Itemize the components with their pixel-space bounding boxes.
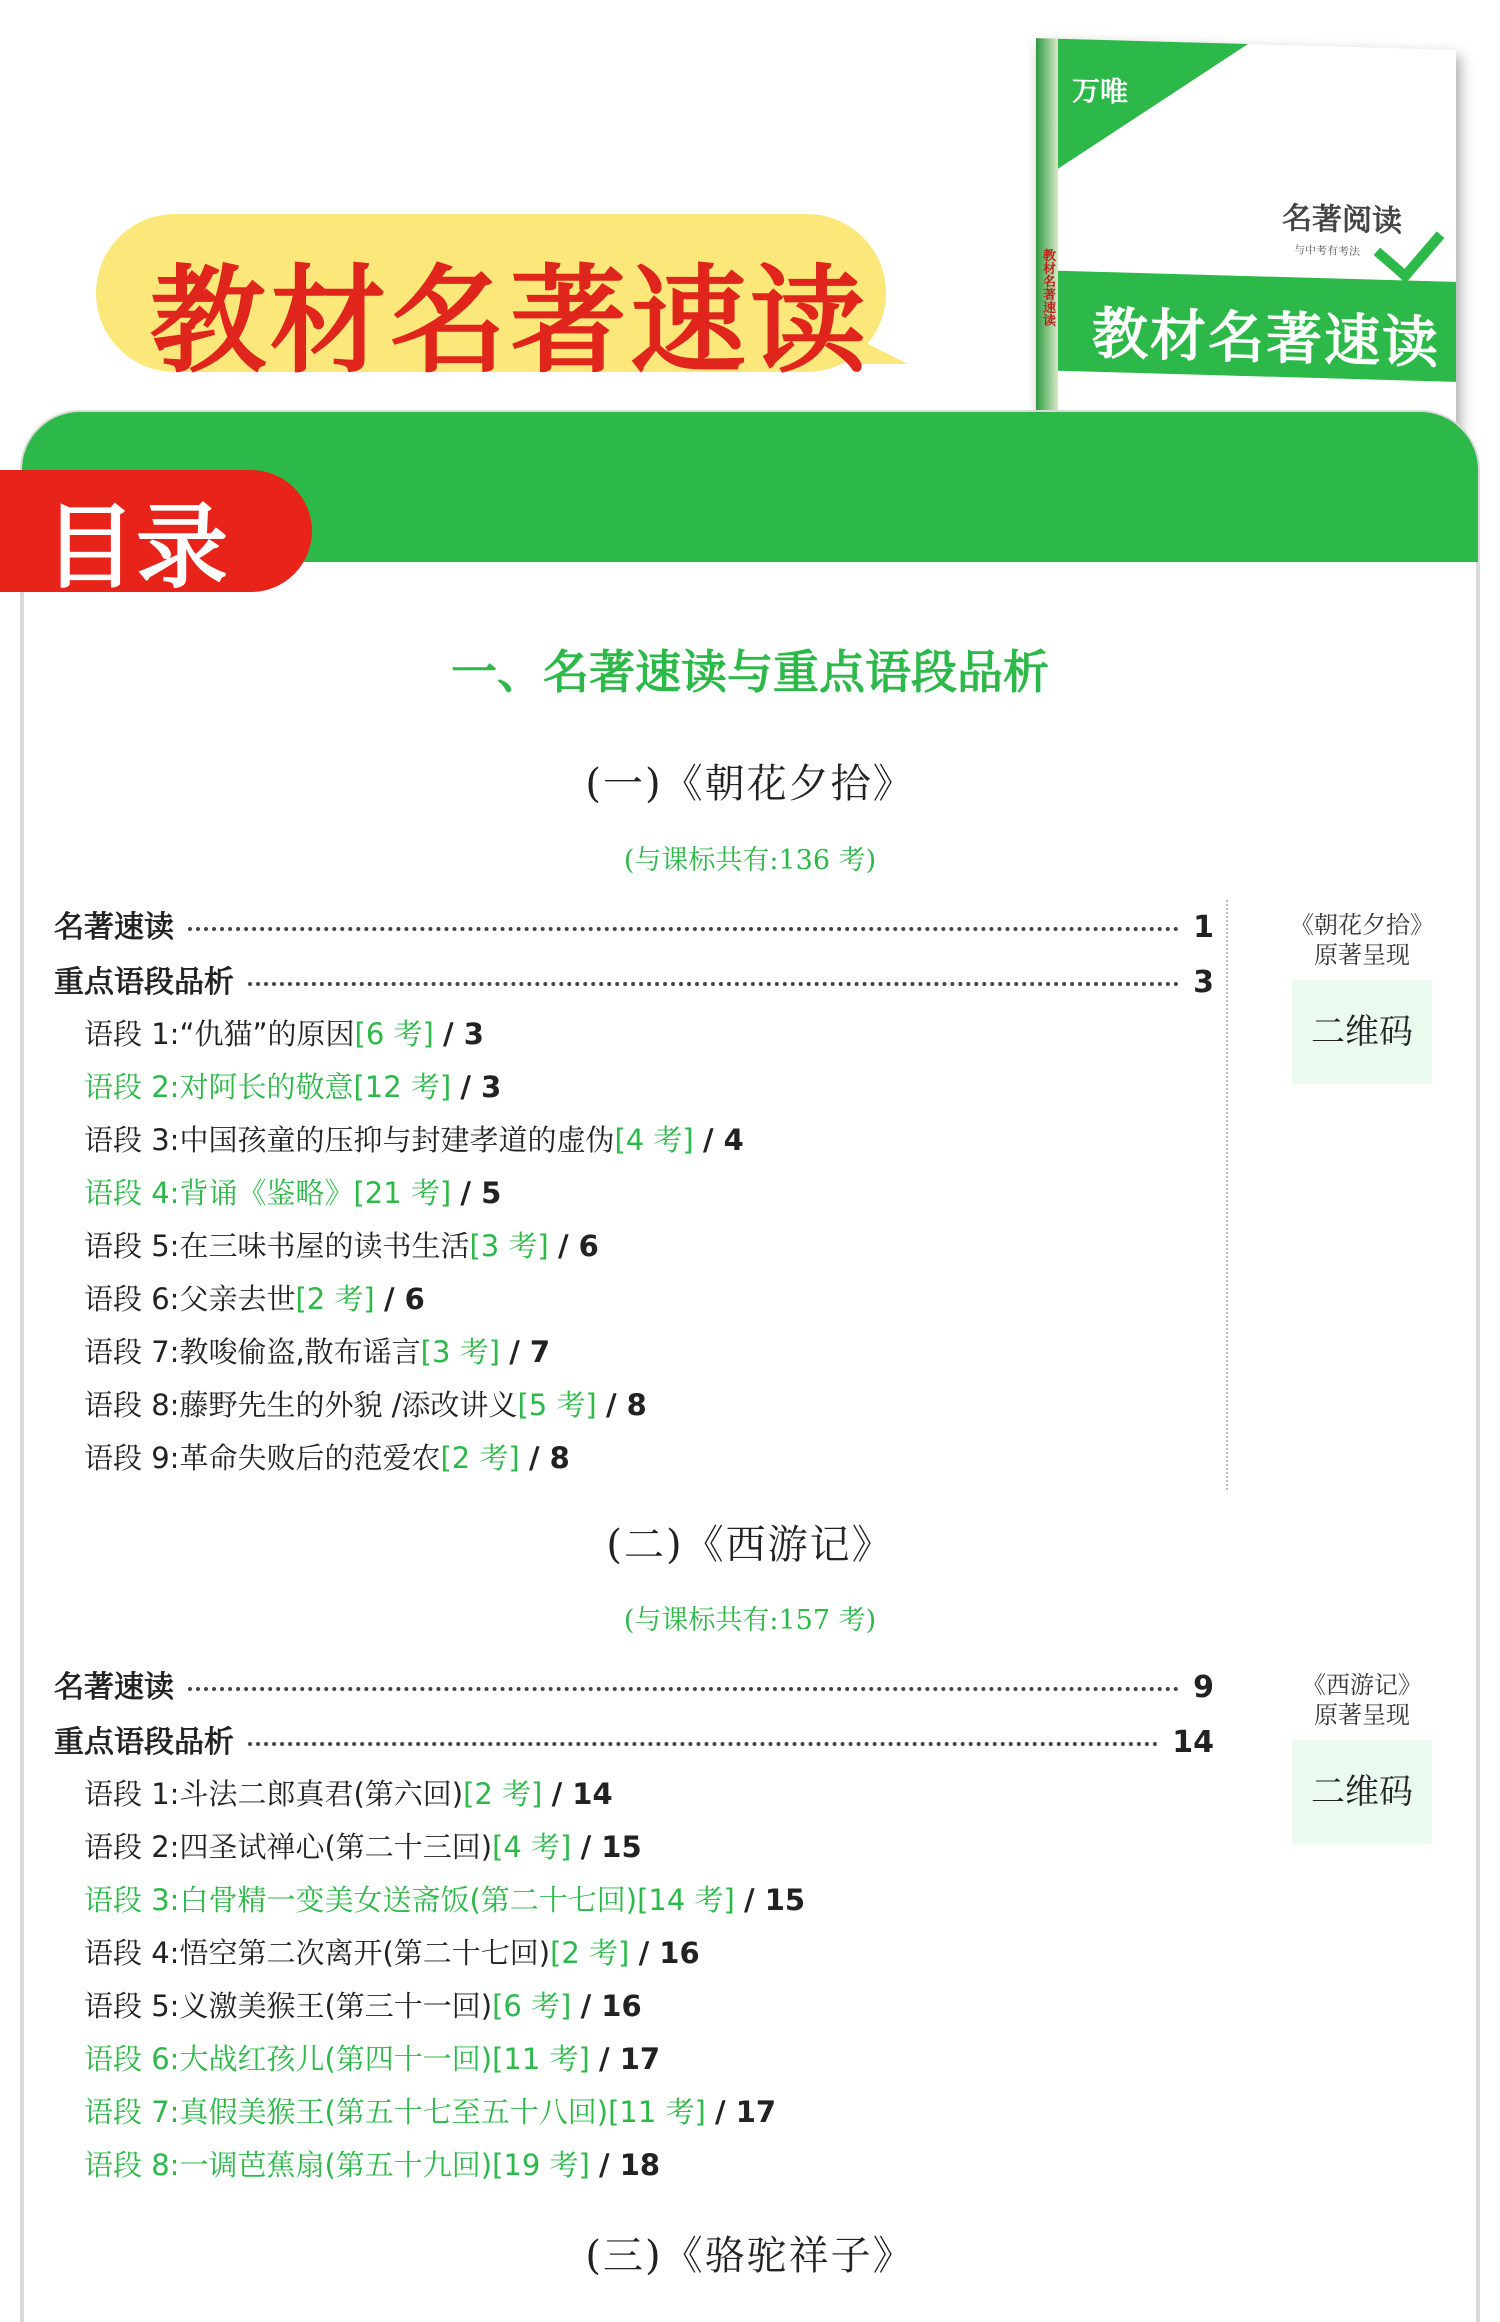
toc-item-text: 语段 3:中国孩童的压抑与封建孝道的虚伪 — [84, 1123, 615, 1157]
toc-item-count: [2 考] — [463, 1777, 543, 1811]
toc-item-text: 语段 1:“仇猫”的原因 — [84, 1017, 355, 1051]
toc-item-page: / 3 — [443, 1017, 484, 1051]
toc-item[interactable] — [84, 1984, 642, 2025]
toc-item-count: [2 考] — [295, 1282, 375, 1316]
toc-item-count: [4 考] — [614, 1123, 694, 1157]
toc-item-page: / 4 — [702, 1123, 744, 1157]
qr-caption-title: 《朝花夕拾》 — [1290, 911, 1434, 939]
qr-caption — [1262, 910, 1462, 970]
chapter-title: (二)《西游记》 — [606, 1522, 894, 1568]
toc-item-page: / 17 — [715, 2095, 777, 2129]
toc-entry-page: 14 — [1172, 1725, 1214, 1760]
qr-caption-sub: 原著呈现 — [1314, 941, 1410, 969]
toc-item-text: 语段 7:真假美猴王(第五十七至五十八回) — [84, 2095, 609, 2129]
toc-item-page: / 5 — [460, 1176, 502, 1210]
toc-item[interactable] — [84, 1931, 700, 1972]
page-title: 教材名著速读 — [150, 254, 870, 389]
toc-item-text: 语段 9:革命失败后的范爱农 — [84, 1441, 441, 1475]
qr-caption — [1262, 1670, 1462, 1730]
toc-item-text: 语段 5:义激美猴王(第三十一回) — [84, 1989, 493, 2023]
toc-entry-page: 1 — [1193, 910, 1214, 945]
chapter-title: (一)《朝花夕拾》 — [585, 761, 915, 807]
toc-entry[interactable] — [54, 957, 1214, 999]
qr-code-placeholder[interactable]: 二维码 — [1292, 980, 1432, 1084]
toc-item-text: 语段 6:大战红孩儿(第四十一回) — [84, 2042, 493, 2076]
toc-item[interactable] — [84, 2037, 660, 2078]
toc-item[interactable] — [84, 1277, 425, 1318]
book-brand-logo: 万唯 — [1072, 74, 1129, 109]
toc-item-count: [6 考] — [354, 1017, 434, 1051]
chapter-title: (三)《骆驼祥子》 — [585, 2233, 915, 2279]
book-band-title: 教材名著速读 — [1092, 301, 1440, 377]
leader-dots — [248, 982, 1179, 986]
toc-entry[interactable] — [54, 1662, 1214, 1704]
toc-item-page: / 15 — [744, 1883, 806, 1917]
leader-dots — [248, 1742, 1158, 1746]
qr-caption-title: 《西游记》 — [1302, 1671, 1422, 1699]
toc-item-count: [2 考] — [550, 1936, 630, 1970]
toc-item[interactable] — [84, 1330, 550, 1371]
toc-item-text: 语段 1:斗法二郎真君(第六回) — [84, 1777, 464, 1811]
toc-item[interactable] — [84, 1772, 613, 1813]
toc-entry-label: 名著速读 — [54, 910, 174, 945]
toc-item[interactable] — [84, 1825, 642, 1866]
toc-item[interactable] — [84, 1224, 599, 1265]
toc-item-page: / 17 — [599, 2042, 661, 2076]
toc-item-text: 语段 6:父亲去世 — [84, 1282, 296, 1316]
toc-item-page: / 3 — [460, 1070, 502, 1104]
toc-item-count: [19 考] — [492, 2148, 590, 2182]
toc-entry-page: 9 — [1193, 1670, 1214, 1705]
toc-item[interactable] — [84, 1171, 501, 1212]
toc-item-text: 语段 8:一调芭蕉扇(第五十九回) — [84, 2148, 493, 2182]
book-small-title: 名著阅读 — [1282, 201, 1402, 240]
toc-item-count: [3 考] — [469, 1229, 549, 1263]
toc-item-text: 语段 4:背诵《鉴略》 — [84, 1176, 354, 1210]
toc-item[interactable] — [84, 2143, 660, 2184]
toc-item-count: [11 考] — [492, 2042, 590, 2076]
toc-item[interactable] — [84, 1118, 744, 1159]
toc-label: 目录 — [44, 494, 229, 601]
toc-item-text: 语段 7:教唆偷盗,散布谣言 — [84, 1335, 421, 1369]
book-spine-title: 教材名著速读 — [1040, 248, 1055, 327]
toc-tab — [0, 470, 312, 601]
toc-entry-label: 重点语段品析 — [54, 965, 234, 1000]
toc-item-text: 语段 2:对阿长的敬意 — [84, 1070, 354, 1104]
toc-item[interactable] — [84, 2090, 776, 2131]
toc-item-count: [5 考] — [517, 1388, 597, 1422]
leader-dots — [188, 1687, 1179, 1691]
chapter-count-note: (与课标共有:136 考) — [623, 845, 877, 876]
toc-item-count: [3 考] — [420, 1335, 500, 1369]
section-title: 一、名著速读与重点语段品析 — [451, 645, 1049, 699]
toc-item[interactable] — [84, 1012, 484, 1053]
toc-entry-page: 3 — [1193, 965, 1214, 1000]
toc-item-count: [6 考] — [492, 1989, 572, 2023]
qr-code-placeholder[interactable]: 二维码 — [1292, 1740, 1432, 1844]
toc-item-page: / 14 — [551, 1777, 613, 1811]
toc-item-text: 语段 4:悟空第二次离开(第二十七回) — [84, 1936, 551, 1970]
toc-item-count: [4 考] — [492, 1830, 572, 1864]
toc-item-count: [11 考] — [608, 2095, 706, 2129]
toc-item-page: / 18 — [599, 2148, 661, 2182]
toc-item[interactable] — [84, 1436, 570, 1477]
toc-item-page: / 16 — [580, 1989, 642, 2023]
toc-item-page: / 15 — [580, 1830, 642, 1864]
toc-item-page: / 8 — [605, 1388, 647, 1422]
toc-entry-label: 名著速读 — [54, 1670, 174, 1705]
toc-entry[interactable] — [54, 902, 1214, 944]
toc-item-page: / 6 — [557, 1229, 599, 1263]
leader-dots — [188, 927, 1179, 931]
toc-item-page: / 6 — [383, 1282, 425, 1316]
toc-item[interactable] — [84, 1065, 501, 1106]
toc-item-count: [2 考] — [440, 1441, 520, 1475]
toc-item-text: 语段 2:四圣试禅心(第二十三回) — [84, 1830, 493, 1864]
qr-caption-sub: 原著呈现 — [1314, 1701, 1410, 1729]
toc-item[interactable] — [84, 1878, 805, 1919]
toc-item-count: [21 考] — [353, 1176, 452, 1210]
chapter-count-note: (与课标共有:157 考) — [623, 1605, 877, 1636]
toc-item-page: / 16 — [638, 1936, 700, 1970]
toc-item-count: [12 考] — [353, 1070, 452, 1104]
column-divider — [1226, 900, 1228, 1490]
toc-item-count: [14 考] — [637, 1883, 735, 1917]
toc-item-text: 语段 5:在三味书屋的读书生活 — [84, 1229, 470, 1263]
toc-entry[interactable] — [54, 1717, 1214, 1759]
toc-item-text: 语段 3:白骨精一变美女送斋饭(第二十七回) — [84, 1883, 638, 1917]
book-subtitle: 与中考有考法 — [1294, 243, 1360, 259]
toc-item[interactable] — [84, 1383, 647, 1424]
toc-item-page: / 8 — [528, 1441, 570, 1475]
toc-item-page: / 7 — [509, 1335, 551, 1369]
toc-entry-label: 重点语段品析 — [54, 1725, 234, 1760]
toc-item-text: 语段 8:藤野先生的外貌 /添改讲义 — [84, 1388, 518, 1422]
book-band — [1058, 271, 1456, 382]
